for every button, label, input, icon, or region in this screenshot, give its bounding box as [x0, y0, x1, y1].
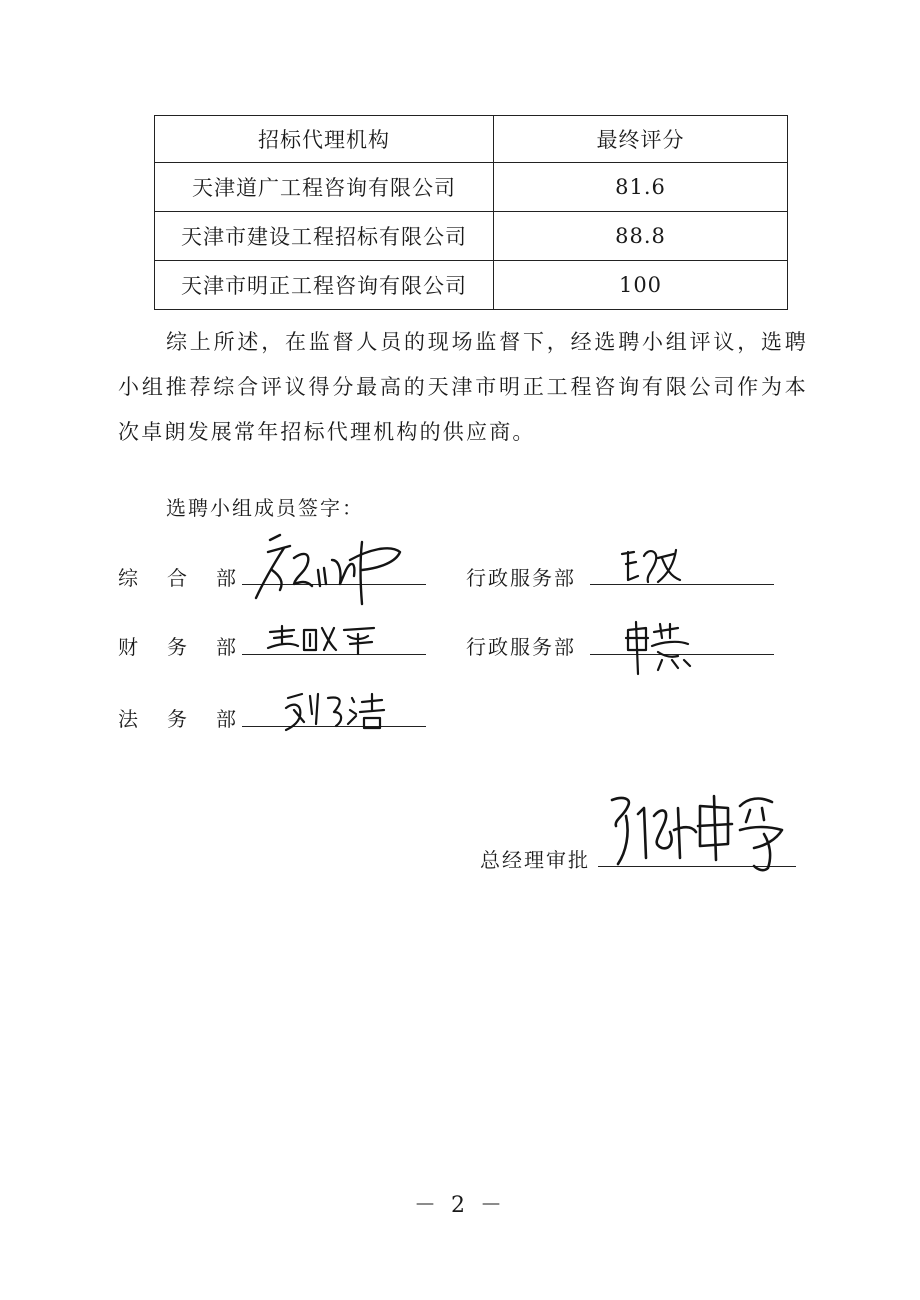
- table-row: [155, 163, 788, 212]
- admin-services-2-label: 行政服务部: [466, 635, 576, 659]
- finance-dept-label: 财务部: [118, 635, 265, 659]
- admin-services-1-label: 行政服务部: [466, 566, 576, 590]
- table-header-row: [155, 116, 788, 163]
- agency-name: 天津道广工程咨询有限公司: [155, 163, 494, 212]
- table-row: [155, 212, 788, 261]
- agency-score: 100: [494, 261, 788, 310]
- gm-approval-label: 总经理审批: [480, 848, 590, 872]
- legal-dept-signature: [282, 688, 392, 732]
- summary-paragraph: 综上所述，在监督人员的现场监督下，经选聘小组评议，选聘小组推荐综合评议得分最高的天津市明正工程咨询有限公司作为本次卓朗发展常年招标代理机构的供应商。: [118, 330, 808, 444]
- admin-services-1-signature: [618, 540, 698, 590]
- general-dept-label: 综合部: [118, 566, 265, 590]
- results-table: [154, 115, 788, 310]
- general-dept-signature: [250, 530, 410, 610]
- gm-approval-signature: [604, 786, 804, 876]
- admin-services-2-signature: [622, 616, 712, 680]
- page-number: － 2 －: [414, 1193, 506, 1218]
- agency-score: 88.8: [494, 212, 788, 261]
- finance-dept-signature: [264, 620, 384, 660]
- agency-name: 天津市明正工程咨询有限公司: [155, 261, 494, 310]
- header-score: 最终评分: [494, 116, 788, 163]
- agency-name: 天津市建设工程招标有限公司: [155, 212, 494, 261]
- agency-score: 81.6: [494, 163, 788, 212]
- header-agency: 招标代理机构: [155, 116, 494, 163]
- table-row: [155, 261, 788, 310]
- signature-heading: 选聘小组成员签字：: [166, 496, 364, 520]
- legal-dept-label: 法务部: [118, 707, 265, 731]
